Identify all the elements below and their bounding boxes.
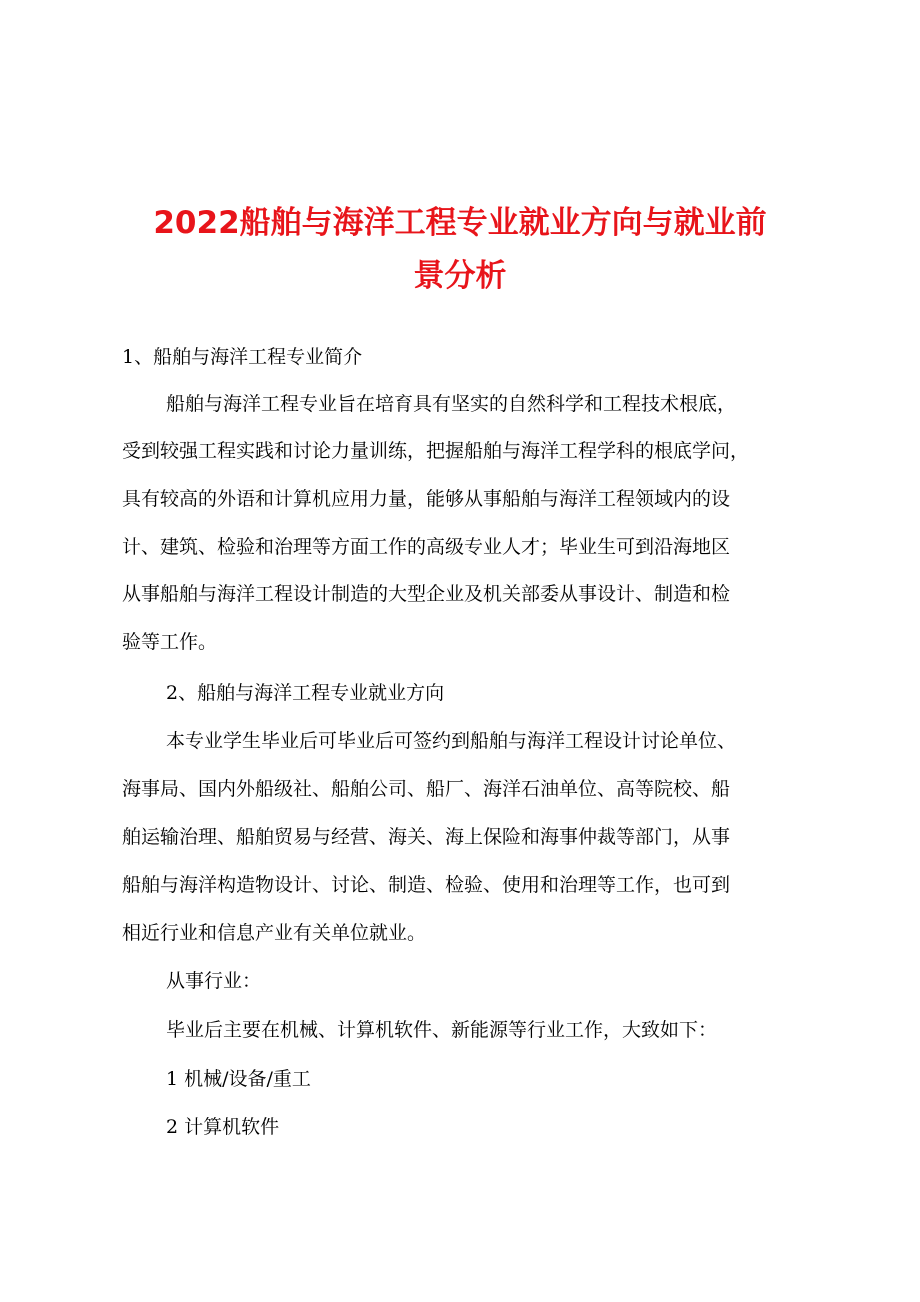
paragraph-line: 船舶与海洋构造物设计、讨论、制造、检验、使用和治理等工作，也可到 — [122, 874, 731, 896]
section-heading-1: 1、船舶与海洋工程专业简介 — [122, 346, 363, 368]
section-heading-2: 2、船舶与海洋工程专业就业方向 — [166, 682, 445, 704]
industry-label: 从事行业： — [166, 970, 262, 992]
paragraph-line: 从事船舶与海洋工程设计制造的大型企业及机关部委从事设计、制造和检 — [122, 583, 731, 605]
document-title-line-2: 景分析 — [413, 258, 507, 294]
paragraph-line: 具有较高的外语和计算机应用力量，能够从事船舶与海洋工程领域内的设 — [122, 488, 731, 510]
paragraph-line: 计、建筑、检验和治理等方面工作的高级专业人才；毕业生可到沿海地区 — [122, 536, 731, 558]
paragraph-line: 海事局、国内外船级社、船舶公司、船厂、海洋石油单位、高等院校、船 — [122, 778, 731, 800]
paragraph-line: 验等工作。 — [122, 631, 218, 653]
paragraph-line: 船舶与海洋工程专业旨在培育具有坚实的自然科学和工程技术根底， — [166, 393, 737, 415]
list-item: 2 计算机软件 — [166, 1116, 280, 1138]
list-item: 1 机械/设备/重工 — [166, 1068, 311, 1090]
paragraph-line: 本专业学生毕业后可毕业后可签约到船舶与海洋工程设计讨论单位、 — [166, 730, 737, 752]
paragraph-line: 相近行业和信息产业有关单位就业。 — [122, 922, 427, 944]
paragraph-line: 受到较强工程实践和讨论力量训练，把握船舶与海洋工程学科的根底学问， — [122, 440, 750, 462]
paragraph-line: 毕业后主要在机械、计算机软件、新能源等行业工作，大致如下： — [166, 1019, 718, 1041]
paragraph-line: 舶运输治理、船舶贸易与经营、海关、海上保险和海事仲裁等部门，从事 — [122, 826, 731, 848]
document-title-line-1: 2022船舶与海洋工程专业就业方向与就业前 — [153, 205, 767, 241]
